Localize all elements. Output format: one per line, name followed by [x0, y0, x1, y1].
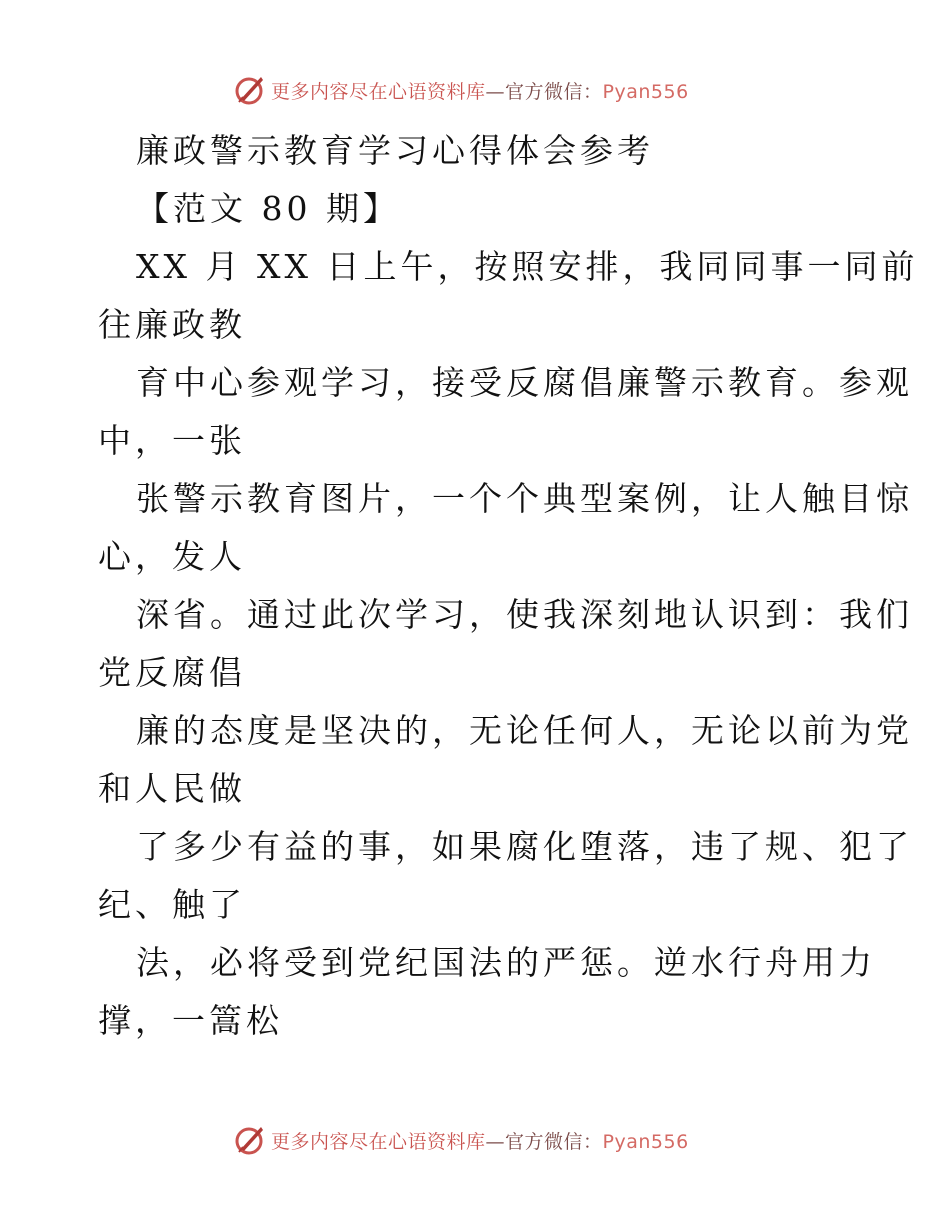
body-line: 育中心参观学习，接受反腐倡廉警示教育。参观: [136, 363, 913, 402]
body-line: 张警示教育图片，一个个典型案例，让人触目惊: [136, 479, 913, 518]
body-line: 往廉政教: [98, 305, 246, 344]
issue-label: 【范文 80 期】: [136, 189, 400, 228]
banner-text: 更多内容尽在心语资料库—官方微信：Pyan556: [271, 80, 689, 103]
body-line: 廉的态度是坚决的，无论任何人，无论以前为党: [136, 711, 913, 750]
quill-logo-icon: [233, 1123, 267, 1157]
body-line: 心，发人: [98, 537, 246, 576]
body-line: 中，一张: [98, 421, 246, 460]
header-banner: [233, 72, 713, 108]
body-line: XX 月 XX 日上午，按照安排，我同同事一同前: [136, 247, 919, 286]
body-line: 了多少有益的事，如果腐化堕落，违了规、犯了: [136, 827, 913, 866]
banner-text: 更多内容尽在心语资料库—官方微信：Pyan556: [271, 1130, 689, 1153]
body-line: 法，必将受到党纪国法的严惩。逆水行舟用力: [136, 943, 876, 982]
body-line: 纪、触了: [98, 885, 246, 924]
quill-logo-icon: [233, 73, 267, 107]
document-body: [98, 122, 919, 1050]
footer-banner: [233, 1122, 713, 1158]
body-line: 党反腐倡: [98, 653, 246, 692]
body-line: 和人民做: [98, 769, 246, 808]
body-line: 深省。通过此次学习，使我深刻地认识到：我们: [136, 595, 913, 634]
body-line: 撑，一篙松: [98, 1001, 283, 1040]
document-title: 廉政警示教育学习心得体会参考: [136, 131, 654, 170]
